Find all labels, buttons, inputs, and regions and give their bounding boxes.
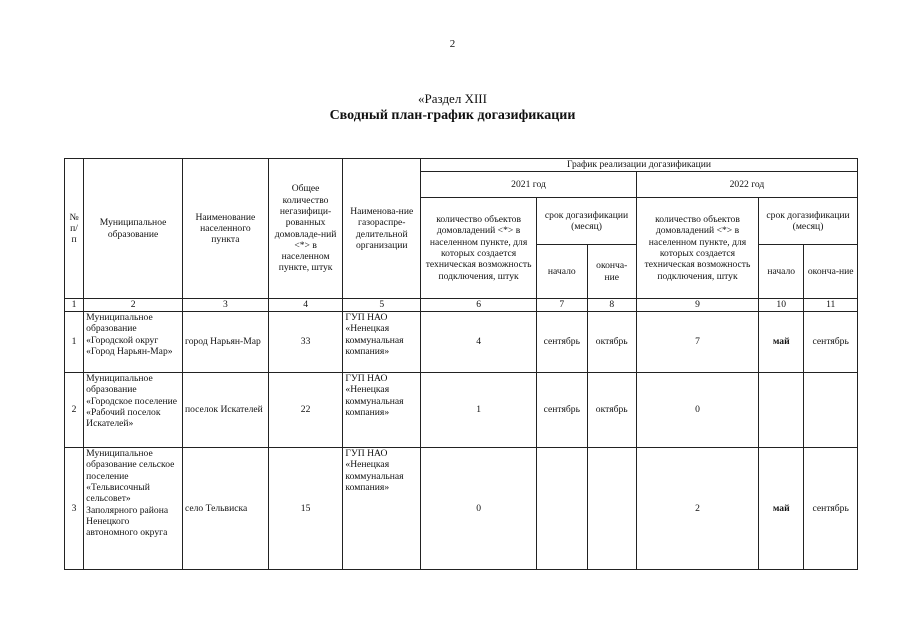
column-number: 3 [183,299,269,312]
households-cell: 33 [268,312,343,373]
column-number: 8 [587,299,636,312]
start-2022-cell: май [759,312,804,373]
column-number: 5 [343,299,421,312]
header-end-2022: оконча-ние [804,245,858,299]
header-start-2021: начало [537,245,587,299]
objects-2021-cell: 1 [421,373,537,448]
row-number: 1 [65,312,84,373]
table-row [65,448,858,570]
objects-2022-cell: 7 [636,312,758,373]
objects-2021-cell: 4 [421,312,537,373]
municipality-cell: Муниципальное образование «Городское поселение «Рабочий поселок Искателей» [84,373,183,448]
gasification-schedule-table [64,158,858,570]
start-2021-cell [537,448,587,570]
start-2021-cell: сентябрь [537,312,587,373]
settlement-cell: село Тельвиска [183,448,269,570]
header-municipality: Муниципальное образование [84,159,183,299]
organization-cell: ГУП НАО «Ненецкая коммунальная компания» [343,312,421,373]
column-number: 4 [268,299,343,312]
column-number: 7 [537,299,587,312]
header-term-2022: срок догазификации (месяц) [759,198,858,245]
table-row [65,373,858,448]
header-organization: Наименова-ние газораспре-делительной организации [343,159,421,299]
municipality-cell: Муниципальное образование «Городской округ «Город Нарьян-Мар» [84,312,183,373]
header-number: № п/ п [65,159,84,299]
header-year-2022: 2022 год [636,172,857,198]
column-number: 2 [84,299,183,312]
header-households: Общее количество негазифици-рованных домовладе-ний <*> в населенном пункте, штук [268,159,343,299]
organization-cell: ГУП НАО «Ненецкая коммунальная компания» [343,448,421,570]
header-objects-2022: количество объектов домовладений <*> в населенном пункте, для которых создается техническая возможность подключения, штук [636,198,758,299]
row-number: 2 [65,373,84,448]
header-start-2022: начало [759,245,804,299]
end-2022-cell: сентябрь [804,312,858,373]
objects-2022-cell: 0 [636,373,758,448]
municipality-cell: Муниципальное образование сельское поселение «Тельвисочный сельсовет» Заполярного района Ненецкого автономного округа [84,448,183,570]
header-year-2021: 2021 год [421,172,637,198]
column-number: 1 [65,299,84,312]
start-2022-cell: май [759,448,804,570]
end-2022-cell [804,373,858,448]
header-term-2021: срок догазификации (месяц) [537,198,637,245]
section-title: «Раздел XIII [418,91,487,106]
organization-cell: ГУП НАО «Ненецкая коммунальная компания» [343,373,421,448]
objects-2022-cell: 2 [636,448,758,570]
header-objects-2021: количество объектов домовладений <*> в населенном пункте, для которых создается техническая возможность подключения, штук [421,198,537,299]
end-2021-cell [587,448,636,570]
objects-2021-cell: 0 [421,448,537,570]
settlement-cell: город Нарьян-Мар [183,312,269,373]
settlement-cell: поселок Искателей [183,373,269,448]
column-number: 11 [804,299,858,312]
header-schedule: График реализации догазификации [421,159,858,172]
column-number: 10 [759,299,804,312]
end-2021-cell: октябрь [587,373,636,448]
header-end-2021: оконча-ние [587,245,636,299]
end-2021-cell: октябрь [587,312,636,373]
households-cell: 22 [268,373,343,448]
header-settlement: Наименование населенного пункта [183,159,269,299]
households-cell: 15 [268,448,343,570]
row-number: 3 [65,448,84,570]
column-number: 6 [421,299,537,312]
page-title: Сводный план-график догазификации [329,108,576,123]
table-row [65,312,858,373]
column-number-row [65,299,858,312]
start-2022-cell [759,373,804,448]
page-number: 2 [449,38,456,50]
start-2021-cell: сентябрь [537,373,587,448]
end-2022-cell: сентябрь [804,448,858,570]
column-number: 9 [636,299,758,312]
